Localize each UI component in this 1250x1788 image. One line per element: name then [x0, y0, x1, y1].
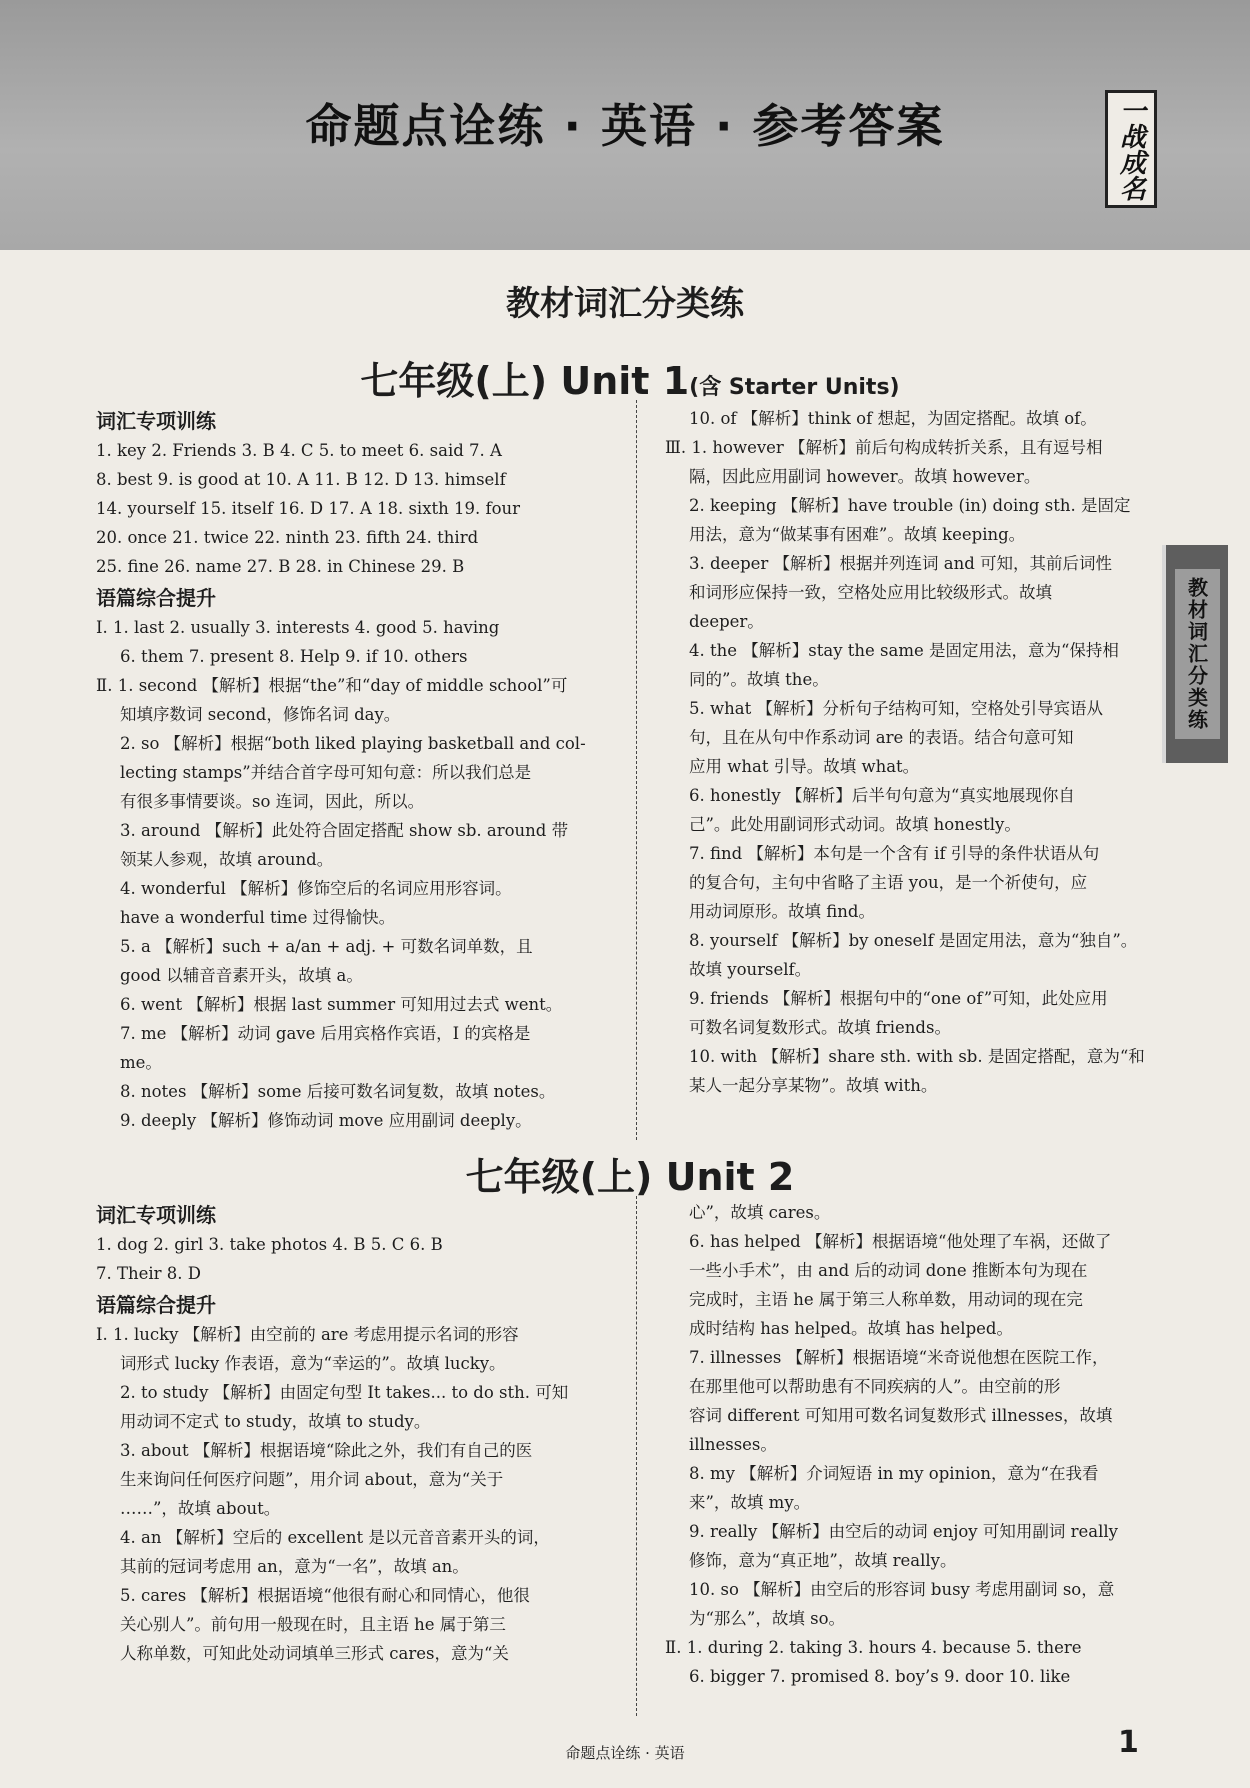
answer-line: 4. the 【解析】stay the same 是固定用法，意为“保持相 [689, 641, 1119, 660]
answer-line: 心”，故填 cares。 [689, 1203, 831, 1222]
section-heading: 语篇综合提升 [96, 1293, 216, 1317]
unit1-title [250, 350, 1010, 405]
answer-line: 一些小手术”，由 and 后的动词 done 推断本句为现在 [689, 1261, 1088, 1280]
answer-line: lecting stamps”并结合首字母可知句意：所以我们总是 [120, 763, 532, 782]
answer-line: 10. so 【解析】由空后的形容词 busy 考虑用副词 so，意 [689, 1580, 1115, 1599]
unit2-right-column [665, 1198, 1155, 1691]
answer-line: 6. went 【解析】根据 last summer 可知用过去式 went。 [120, 995, 563, 1014]
answer-line: 5. what 【解析】分析句子结构可知，空格处引导宾语从 [689, 699, 1103, 718]
answer-line: 20. once 21. twice 22. ninth 23. fifth 24. third [96, 528, 479, 547]
unit2-title [250, 1146, 1010, 1201]
side-tab-label: 教材词汇分类练 [1175, 569, 1220, 739]
answer-line: 1. key 2. Friends 3. B 4. C 5. to meet 6. said 7. A [96, 441, 502, 460]
answer-line: 人称单数，可知此处动词填单三形式 cares，意为“关 [120, 1644, 509, 1663]
footer-text: 命题点诠练 · 英语 [565, 1744, 685, 1762]
answer-line: 己”。此处用副词形式动词。故填 honestly。 [689, 815, 1021, 834]
answer-line: 完成时，主语 he 属于第三人称单数，用动词的现在完 [689, 1290, 1083, 1309]
answer-line: have a wonderful time 过得愉快。 [120, 908, 396, 927]
column-divider-2 [636, 1196, 637, 1716]
unit1-subtitle: (含 Starter Units) [689, 375, 900, 400]
answer-line: 5. a 【解析】such + a/an + adj. + 可数名词单数，且 [120, 937, 533, 956]
answer-line: illnesses。 [689, 1435, 777, 1454]
answer-line: Ⅱ. 1. second 【解析】根据“the”和“day of middle school”可 [96, 676, 568, 695]
answer-line: 8. my 【解析】介词短语 in my opinion，意为“在我看 [689, 1464, 1099, 1483]
answer-line: 有很多事情要谈。so 连词，因此，所以。 [120, 792, 425, 811]
seal-text: 一战成名 [1115, 97, 1146, 201]
answer-line: Ⅲ. 1. however 【解析】前后句构成转折关系，且有逗号相 [665, 438, 1103, 457]
answer-line: 成时结构 has helped。故填 has helped。 [689, 1319, 1013, 1338]
answer-line: 关心别人”。前句用一般现在时，且主语 he 属于第三 [120, 1615, 506, 1634]
answer-line: 可数名词复数形式。故填 friends。 [689, 1018, 951, 1037]
section-heading: 语篇综合提升 [96, 586, 216, 610]
brand-seal [1105, 90, 1157, 208]
answer-line: 5. cares 【解析】根据语境“他很有耐心和同情心，他很 [120, 1586, 530, 1605]
answer-line: 4. wonderful 【解析】修饰空后的名词应用形容词。 [120, 879, 512, 898]
section-heading: 词汇专项训练 [96, 409, 216, 433]
answer-line: 知填序数词 second，修饰名词 day。 [120, 705, 401, 724]
answer-line: 2. so 【解析】根据“both liked playing basketball and col- [120, 734, 586, 753]
section-heading: 词汇专项训练 [96, 1203, 216, 1227]
answer-line: 某人一起分享某物”。故填 with。 [689, 1076, 938, 1095]
answer-line: 为“那么”，故填 so。 [689, 1609, 846, 1628]
answer-line: good 以辅音音素开头，故填 a。 [120, 966, 363, 985]
answer-line: 词形式 lucky 作表语，意为“幸运的”。故填 lucky。 [120, 1354, 506, 1373]
answer-line: Ⅰ. 1. last 2. usually 3. interests 4. good 5. having [96, 618, 500, 637]
answer-line: 3. deeper 【解析】根据并列连词 and 可知，其前后词性 [689, 554, 1113, 573]
unit1-right-column [665, 404, 1155, 1100]
answer-line: Ⅰ. 1. lucky 【解析】由空前的 are 考虑用提示名词的形容 [96, 1325, 519, 1344]
answer-line: 8. yourself 【解析】by oneself 是固定用法，意为“独自”。 [689, 931, 1138, 950]
column-divider [636, 400, 637, 1140]
answer-line: 用动词不定式 to study，故填 to study。 [120, 1412, 431, 1431]
answer-line: 2. to study 【解析】由固定句型 It takes... to do sth. 可知 [120, 1383, 569, 1402]
answer-line: 容词 different 可知用可数名词复数形式 illnesses，故填 [689, 1406, 1113, 1425]
answer-line: 同的”。故填 the。 [689, 670, 829, 689]
answer-line: 领某人参观，故填 around。 [120, 850, 334, 869]
answer-line: 8. best 9. is good at 10. A 11. B 12. D 13. himself [96, 470, 506, 489]
answer-line: 10. of 【解析】think of 想起，为固定搭配。故填 of。 [689, 409, 1097, 428]
answer-line: ……”，故填 about。 [120, 1499, 281, 1518]
side-tab [1162, 545, 1228, 763]
unit1-title-text: 七年级(上) Unit 1 [360, 359, 690, 403]
answer-line: 故填 yourself。 [689, 960, 812, 979]
answer-line: 隔，因此应用副词 however。故填 however。 [689, 467, 1041, 486]
answer-line: 6. honestly 【解析】后半句句意为“真实地展现你自 [689, 786, 1075, 805]
answer-line: 句，且在从句中作系动词 are 的表语。结合句意可知 [689, 728, 1074, 747]
answer-line: 3. about 【解析】根据语境“除此之外，我们有自己的医 [120, 1441, 533, 1460]
answer-line: 用法，意为“做某事有困难”。故填 keeping。 [689, 525, 1026, 544]
answer-line: 10. with 【解析】share sth. with sb. 是固定搭配，意为“和 [689, 1047, 1145, 1066]
answer-line: 7. illnesses 【解析】根据语境“米奇说他想在医院工作， [689, 1348, 1109, 1367]
answer-line: 9. deeply 【解析】修饰动词 move 应用副词 deeply。 [120, 1111, 532, 1130]
unit1-left-column [96, 404, 616, 1135]
answer-line: 25. fine 26. name 27. B 28. in Chinese 29. B [96, 557, 465, 576]
answer-line: 14. yourself 15. itself 16. D 17. A 18. sixth 19. four [96, 499, 521, 518]
answer-line: 9. friends 【解析】根据句中的“one of”可知，此处应用 [689, 989, 1108, 1008]
answer-line: 7. me 【解析】动词 gave 后用宾格作宾语，I 的宾格是 [120, 1024, 531, 1043]
section-title: 教材词汇分类练 [506, 284, 744, 324]
answer-line: 生来询问任何医疗问题”，用介词 about，意为“关于 [120, 1470, 504, 1489]
answer-line: 7. Their 8. D [96, 1264, 202, 1283]
answer-line: 修饰，意为“真正地”，故填 really。 [689, 1551, 957, 1570]
answer-line: 其前的冠词考虑用 an，意为“一名”，故填 an。 [120, 1557, 469, 1576]
answer-line: Ⅱ. 1. during 2. taking 3. hours 4. because 5. there [665, 1638, 1082, 1657]
answer-line: 1. dog 2. girl 3. take photos 4. B 5. C 6. B [96, 1235, 443, 1254]
answer-line: deeper。 [689, 612, 764, 631]
answer-line: 6. them 7. present 8. Help 9. if 10. others [120, 647, 468, 666]
answer-line: 来”，故填 my。 [689, 1493, 811, 1512]
page-number: 1 [1118, 1725, 1139, 1760]
answer-line: 6. bigger 7. promised 8. boy’s 9. door 10. like [689, 1667, 1071, 1686]
answer-line: me。 [120, 1053, 162, 1072]
answer-line: 4. an 【解析】空后的 excellent 是以元音音素开头的词， [120, 1528, 550, 1547]
answer-line: 的复合句，主句中省略了主语 you，是一个祈使句，应 [689, 873, 1088, 892]
answer-line: 用动词原形。故填 find。 [689, 902, 875, 921]
answer-line: 2. keeping 【解析】have trouble (in) doing sth. 是固定 [689, 496, 1131, 515]
unit2-left-column [96, 1198, 616, 1668]
answer-line: 3. around 【解析】此处符合固定搭配 show sb. around 带 [120, 821, 569, 840]
answer-line: 7. find 【解析】本句是一个含有 if 引导的条件状语从句 [689, 844, 1100, 863]
unit2-title-text: 七年级(上) Unit 2 [465, 1155, 795, 1199]
answer-line: 8. notes 【解析】some 后接可数名词复数，故填 notes。 [120, 1082, 556, 1101]
page-header-title: 命题点诠练 · 英语 · 参考答案 [305, 99, 945, 153]
answer-line: 应用 what 引导。故填 what。 [689, 757, 920, 776]
answer-line: 9. really 【解析】由空后的动词 enjoy 可知用副词 really [689, 1522, 1118, 1541]
answer-line: 在那里他可以帮助患有不同疾病的人”。由空前的形 [689, 1377, 1061, 1396]
answer-line: 6. has helped 【解析】根据语境“他处理了车祸，还做了 [689, 1232, 1112, 1251]
answer-line: 和词形应保持一致，空格处应用比较级形式。故填 [689, 583, 1052, 602]
